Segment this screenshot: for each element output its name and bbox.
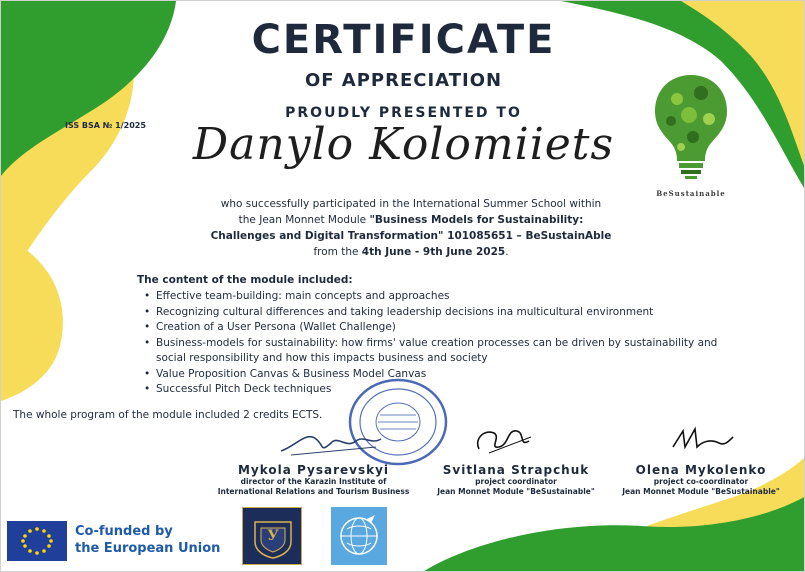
module-name-part-1: "Business Models for Sustainability: xyxy=(369,214,584,226)
signatory-role-line-2: Jean Monnet Module "BeSustainable" xyxy=(622,487,780,496)
recipient-name: Danylo Kolomiiets xyxy=(192,119,615,170)
left-yellow-blob xyxy=(1,236,63,401)
dates-suffix: . xyxy=(505,246,509,258)
content-item: • Creation of a User Persona (Wallet Challenge) xyxy=(142,320,742,336)
credits-statement: The whole program of the module included 2 credits ECTS. xyxy=(13,409,323,421)
eu-cofunded-text xyxy=(75,523,220,557)
intro-line-4 xyxy=(181,244,641,260)
certificate-title: CERTIFICATE xyxy=(251,17,556,63)
signatory-name: Olena Mykolenko xyxy=(635,463,767,477)
module-name-part-2: Challenges and Digital Transformation" 101085651 – BeSustainAble xyxy=(210,230,612,242)
globe-icon xyxy=(331,507,387,565)
signature-block-2 xyxy=(421,463,611,497)
content-item: • Recognizing cultural differences and taking leadership decisions ina multicultural environment xyxy=(142,305,742,321)
signature-mykolenko xyxy=(667,421,737,457)
signatory-role-line-1: director of the Karazin Institute of xyxy=(240,477,387,486)
signature-block-3 xyxy=(603,463,799,497)
university-crest-letter: У xyxy=(267,528,279,544)
program-dates: 4th June - 9th June 2025 xyxy=(361,246,506,258)
content-item: • Effective team-building: main concepts and approaches xyxy=(142,289,742,305)
intro-paragraph xyxy=(181,196,641,260)
signatory-role-line-2: International Relations and Tourism Business xyxy=(217,487,410,496)
signatory-name: Svitlana Strapchuk xyxy=(442,463,590,477)
intro-line-3 xyxy=(181,228,641,244)
signature-pysarevskyi xyxy=(276,421,386,461)
eu-line-2: the European Union xyxy=(75,541,221,556)
signatory-role-line-2: Jean Monnet Module "BeSustainable" xyxy=(437,487,595,496)
signature-block-1 xyxy=(201,463,426,497)
intro-line-1: who successfully participated in the International Summer School within xyxy=(220,198,602,210)
intro-line-2-prefix: the Jean Monnet Module xyxy=(238,214,370,226)
dates-prefix: from the xyxy=(313,246,362,258)
intro-line-2 xyxy=(181,212,641,228)
besustainable-label: BeSustainable xyxy=(656,189,726,198)
iss-number: ISS BSA № 1/2025 xyxy=(65,121,146,130)
besustainable-logo xyxy=(649,71,733,201)
eu-line-1: Co-funded by xyxy=(75,524,173,539)
content-item: • Successful Pitch Deck techniques xyxy=(142,382,742,398)
institute-logo xyxy=(331,507,387,565)
presented-to-label: PROUDLY PRESENTED TO xyxy=(285,105,522,121)
signatory-name: Mykola Pysarevskyi xyxy=(237,463,390,477)
content-title: The content of the module included: xyxy=(137,274,353,286)
content-item: • Business-models for sustainability: how firms' value creation processes can be driven by sustainability and social responsibility and how this impacts business and society xyxy=(142,336,742,367)
certificate-subtitle: OF APPRECIATION xyxy=(304,70,503,91)
university-logo xyxy=(242,507,302,565)
lightbulb-icon xyxy=(649,71,733,181)
eu-flag-icon xyxy=(7,521,67,561)
content-item: • Value Proposition Canvas & Business Model Canvas xyxy=(142,367,742,383)
signatory-role-line-1: project coordinator xyxy=(475,477,557,486)
signature-strapchuk xyxy=(469,419,539,459)
signatory-role-line-1: project co-coordinator xyxy=(653,477,749,486)
